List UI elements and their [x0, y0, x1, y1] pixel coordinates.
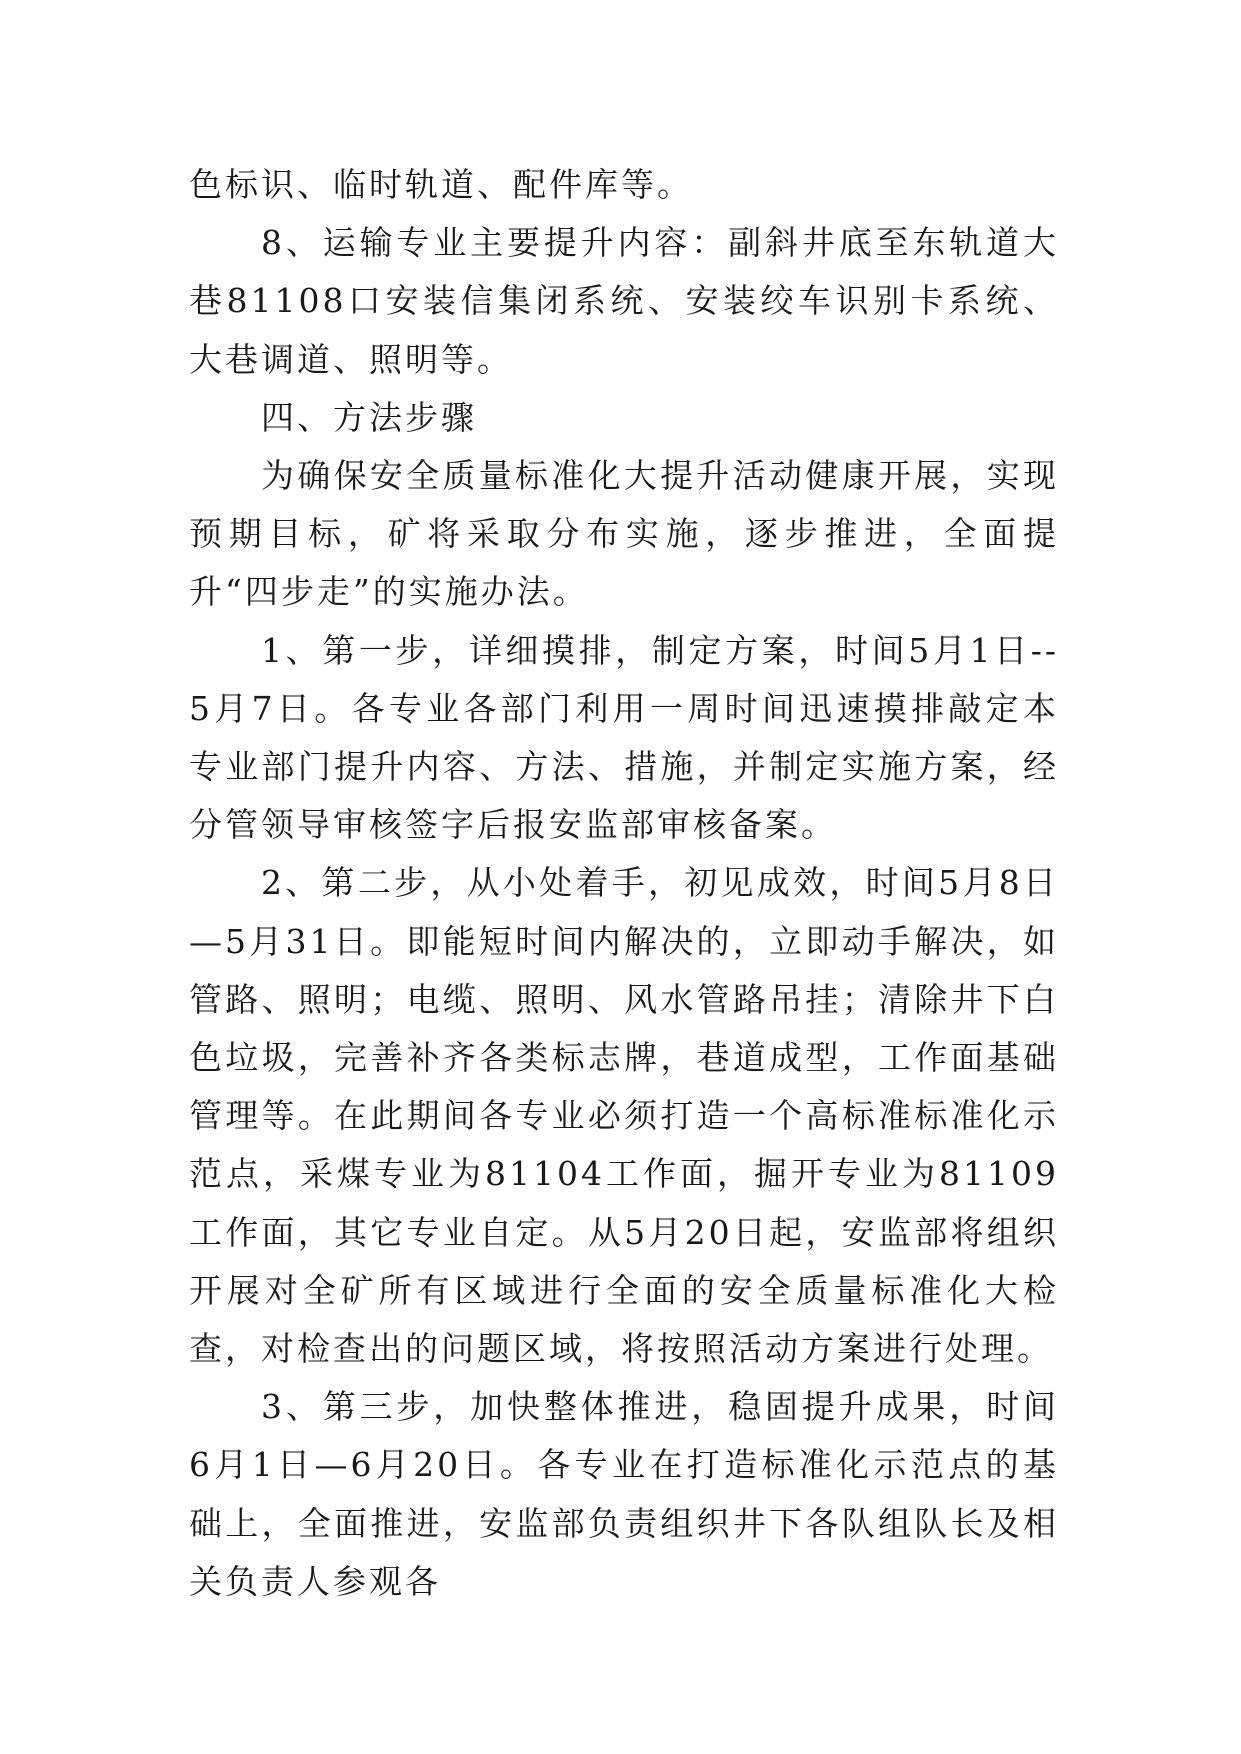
paragraph-item-8-transport: 8、运输专业主要提升内容：副斜井底至东轨道大巷81108口安装信集闭系统、安装绞车识别卡系统、大巷调道、照明等。	[189, 223, 1059, 379]
paragraph-step-3: 3、第三步，加快整体推进，稳固提升成果，时间6月1日—6月20日。各专业在打造标准化示范点的基础上，全面推进，安监部负责组织井下各队组队长及相关负责人参观各	[189, 1387, 1059, 1601]
paragraph-methods-intro: 为确保安全质量标准化大提升活动健康开展，实现预期目标，矿将采取分布实施，逐步推进，全面提升“四步走”的实施办法。	[189, 456, 1059, 612]
section-heading-methods-steps: 四、方法步骤	[261, 397, 477, 437]
paragraph-step-2: 2、第二步，从小处着手，初见成效，时间5月8日—5月31日。即能短时间内解决的，立即动手解决，如管路、照明；电缆、照明、风水管路吊挂；清除井下白色垃圾，完善补齐各类标志牌，巷道成型，工作面基础管理等。在此期间各专业必须打造一个高标准标准化示范点，采煤专业为81104工作面，掘开专业为81109工作面，其它专业自定。从5月20日起，安监部将组织开展对全矿所有区域进行全面的安全质量标准化大检查，对检查出的问题区域，将按照活动方案进行处理。	[189, 863, 1059, 1369]
document-body	[189, 156, 1059, 1611]
paragraph-continuation: 色标识、临时轨道、配件库等。	[189, 165, 693, 204]
paragraph-step-1: 1、第一步，详细摸排，制定方案，时间5月1日--5月7日。各专业各部门利用一周时间迅速摸排敲定本专业部门提升内容、方法、措施，并制定实施方案，经分管领导审核签字后报安监部审核备案。	[189, 630, 1059, 845]
